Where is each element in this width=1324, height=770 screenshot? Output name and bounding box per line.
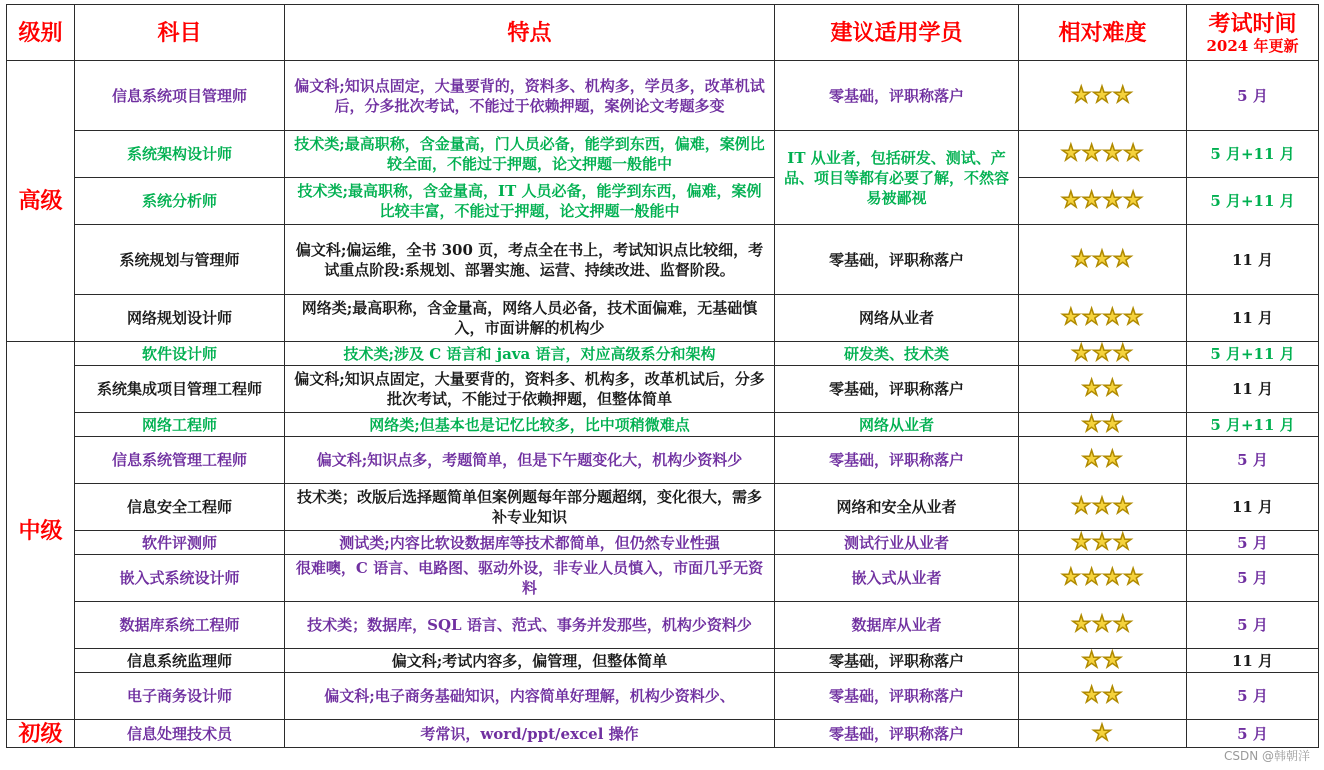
table-row xyxy=(7,531,1319,555)
table-row xyxy=(7,673,1319,720)
table-row xyxy=(7,295,1319,342)
features-cell: 网络类;但基本也是记忆比较多，比中项稍微难点 xyxy=(285,413,775,437)
exam-subjects-table xyxy=(6,4,1319,748)
subject-cell: 软件设计师 xyxy=(75,342,285,366)
audience-cell: IT 从业者，包括研发、测试、产品、项目等都有必要了解，不然容易被鄙视 xyxy=(775,131,1019,225)
audience-cell: 零基础，评职称落户 xyxy=(775,225,1019,295)
star-icon: ★ xyxy=(1123,140,1144,166)
table-row xyxy=(7,484,1319,531)
features-cell: 网络类;最高职称，含金量高，网络人员必备，技术面偏难，无基础慎入，市面讲解的机构少 xyxy=(285,295,775,342)
exam-time-cell: 5 月+11 月 xyxy=(1187,413,1319,437)
star-icon: ★ xyxy=(1081,140,1103,166)
star-icon: ★ xyxy=(1112,245,1134,272)
subject-cell: 网络规划设计师 xyxy=(75,295,285,342)
subject-cell: 网络工程师 xyxy=(75,413,285,437)
features-cell: 很难噢，C 语言、电路图、驱动外设，非专业人员慎入，市面几乎无资料 xyxy=(285,555,775,602)
header-exam-time-title: 考试时间 xyxy=(1208,10,1297,37)
star-icon: ★ xyxy=(1071,493,1093,519)
features-cell: 偏文科;知识点固定，大量要背的，资料多、机构多，改革机试后，分多批次考试，不能过于依赖押题，但整体简单 xyxy=(285,366,775,413)
exam-time-cell: 11 月 xyxy=(1187,649,1319,673)
star-icon: ★ xyxy=(1112,493,1134,519)
difficulty-cell xyxy=(1019,225,1187,295)
difficulty-cell xyxy=(1019,131,1187,178)
audience-cell: 零基础，评职称落户 xyxy=(775,61,1019,131)
subject-cell: 信息系统管理工程师 xyxy=(75,437,285,484)
audience-cell: 零基础，评职称落户 xyxy=(775,673,1019,720)
star-icon: ★ xyxy=(1123,564,1144,590)
features-cell: 技术类;涉及 C 语言和 java 语言，对应高级系分和架构 xyxy=(285,342,775,366)
table-body xyxy=(7,61,1319,748)
star-icon: ★ xyxy=(1092,719,1113,746)
features-cell: 技术类;最高职称，含金量高，门人员必备，能学到东西，偏难，案例比较全面，不能过于押题，论文押题一般能中 xyxy=(285,131,775,178)
star-icon: ★ xyxy=(1081,304,1103,330)
table-row xyxy=(7,178,1319,225)
table-row xyxy=(7,366,1319,413)
subject-cell: 信息系统监理师 xyxy=(75,649,285,673)
difficulty-cell xyxy=(1019,673,1187,720)
subject-cell: 数据库系统工程师 xyxy=(75,602,285,649)
header-exam-time xyxy=(1187,5,1319,61)
subject-cell: 系统规划与管理师 xyxy=(75,225,285,295)
star-icon: ★ xyxy=(1112,81,1134,108)
star-icon: ★ xyxy=(1092,81,1113,108)
star-icon: ★ xyxy=(1071,611,1093,637)
audience-cell: 网络从业者 xyxy=(775,295,1019,342)
level-cell: 初级 xyxy=(7,720,75,748)
table-row xyxy=(7,602,1319,649)
star-icon: ★ xyxy=(1081,187,1103,213)
audience-cell: 网络和安全从业者 xyxy=(775,484,1019,531)
difficulty-cell xyxy=(1019,437,1187,484)
exam-time-cell: 5 月 xyxy=(1187,437,1319,484)
star-icon: ★ xyxy=(1092,245,1113,272)
audience-cell: 嵌入式从业者 xyxy=(775,555,1019,602)
table-row xyxy=(7,342,1319,366)
features-cell: 技术类;最高职称，含金量高，IT 人员必备，能学到东西，偏难，案例比较丰富，不能过于押题，论文押题一般能中 xyxy=(285,178,775,225)
header-row xyxy=(7,5,1319,61)
header-subject: 科目 xyxy=(75,5,285,61)
audience-cell: 网络从业者 xyxy=(775,413,1019,437)
table-row xyxy=(7,413,1319,437)
header-features: 特点 xyxy=(285,5,775,61)
star-icon: ★ xyxy=(1081,446,1103,472)
star-icon: ★ xyxy=(1081,375,1103,401)
features-cell: 偏文科;知识点多，考题简单，但是下午题变化大，机构少资料少 xyxy=(285,437,775,484)
exam-time-cell: 5 月 xyxy=(1187,531,1319,555)
difficulty-cell xyxy=(1019,342,1187,366)
star-icon: ★ xyxy=(1092,611,1113,637)
features-cell: 偏文科;电子商务基础知识，内容简单好理解，机构少资料少、 xyxy=(285,673,775,720)
subject-cell: 软件评测师 xyxy=(75,531,285,555)
exam-time-cell: 5 月 xyxy=(1187,673,1319,720)
features-cell: 技术类；改版后选择题简单但案例题每年部分题超纲，变化很大，需多补专业知识 xyxy=(285,484,775,531)
table-row xyxy=(7,437,1319,484)
audience-cell: 零基础，评职称落户 xyxy=(775,437,1019,484)
header-audience: 建议适用学员 xyxy=(775,5,1019,61)
table-row xyxy=(7,225,1319,295)
exam-time-cell: 5 月 xyxy=(1187,61,1319,131)
star-icon: ★ xyxy=(1061,187,1082,213)
star-icon: ★ xyxy=(1102,304,1124,330)
star-icon: ★ xyxy=(1123,187,1144,213)
exam-time-cell: 11 月 xyxy=(1187,484,1319,531)
header-level: 级别 xyxy=(7,5,75,61)
difficulty-cell xyxy=(1019,61,1187,131)
difficulty-cell xyxy=(1019,602,1187,649)
audience-cell: 研发类、技术类 xyxy=(775,342,1019,366)
difficulty-cell xyxy=(1019,413,1187,437)
subject-cell: 信息系统项目管理师 xyxy=(75,61,285,131)
star-icon: ★ xyxy=(1112,611,1134,637)
difficulty-cell xyxy=(1019,295,1187,342)
exam-time-cell: 11 月 xyxy=(1187,225,1319,295)
star-icon: ★ xyxy=(1102,412,1124,437)
exam-time-cell: 5 月 xyxy=(1187,602,1319,649)
star-icon: ★ xyxy=(1081,682,1103,708)
audience-cell: 测试行业从业者 xyxy=(775,531,1019,555)
audience-cell: 零基础，评职称落户 xyxy=(775,366,1019,413)
subject-cell: 信息安全工程师 xyxy=(75,484,285,531)
features-cell: 偏文科;偏运维，全书 300 页，考点全在书上，考试知识点比较细，考试重点阶段:系规划、部署实施、运营、持续改进、监督阶段。 xyxy=(285,225,775,295)
table-row xyxy=(7,649,1319,673)
exam-time-cell: 11 月 xyxy=(1187,295,1319,342)
star-icon: ★ xyxy=(1123,304,1144,330)
subject-cell: 信息处理技术员 xyxy=(75,720,285,748)
star-icon: ★ xyxy=(1102,375,1124,401)
exam-time-cell: 5 月 xyxy=(1187,555,1319,602)
exam-time-cell: 5 月 xyxy=(1187,720,1319,748)
difficulty-cell xyxy=(1019,720,1187,748)
star-icon: ★ xyxy=(1092,341,1113,366)
difficulty-cell xyxy=(1019,178,1187,225)
star-icon: ★ xyxy=(1081,412,1103,437)
watermark: CSDN @韩朝洋 xyxy=(1223,749,1310,763)
star-icon: ★ xyxy=(1071,341,1093,366)
star-icon: ★ xyxy=(1071,530,1093,555)
level-cell: 中级 xyxy=(7,342,75,720)
star-icon: ★ xyxy=(1071,245,1093,272)
features-cell: 偏文科;知识点固定，大量要背的，资料多、机构多，学员多，改革机试后，分多批次考试，不能过于依赖押题，案例论文考题多变 xyxy=(285,61,775,131)
audience-cell: 零基础，评职称落户 xyxy=(775,649,1019,673)
star-icon: ★ xyxy=(1102,140,1124,166)
exam-time-cell: 5 月+11 月 xyxy=(1187,178,1319,225)
star-icon: ★ xyxy=(1092,530,1113,555)
difficulty-cell xyxy=(1019,366,1187,413)
star-icon: ★ xyxy=(1081,648,1103,673)
star-icon: ★ xyxy=(1092,493,1113,519)
table-row xyxy=(7,61,1319,131)
difficulty-cell xyxy=(1019,555,1187,602)
table-row xyxy=(7,131,1319,178)
star-icon: ★ xyxy=(1102,564,1124,590)
level-cell: 高级 xyxy=(7,61,75,342)
star-icon: ★ xyxy=(1102,648,1124,673)
subject-cell: 系统架构设计师 xyxy=(75,131,285,178)
exam-time-cell: 5 月+11 月 xyxy=(1187,131,1319,178)
exam-time-cell: 11 月 xyxy=(1187,366,1319,413)
header-difficulty: 相对难度 xyxy=(1019,5,1187,61)
star-icon: ★ xyxy=(1112,341,1134,366)
subject-cell: 电子商务设计师 xyxy=(75,673,285,720)
exam-time-cell: 5 月+11 月 xyxy=(1187,342,1319,366)
features-cell: 考常识，word/ppt/excel 操作 xyxy=(285,720,775,748)
star-icon: ★ xyxy=(1061,564,1082,590)
header-exam-time-sub: 2024 年更新 xyxy=(1206,36,1299,55)
audience-cell: 零基础，评职称落户 xyxy=(775,720,1019,748)
star-icon: ★ xyxy=(1081,564,1103,590)
table-row xyxy=(7,720,1319,748)
star-icon: ★ xyxy=(1102,187,1124,213)
star-icon: ★ xyxy=(1102,446,1124,472)
audience-cell: 数据库从业者 xyxy=(775,602,1019,649)
star-icon: ★ xyxy=(1061,140,1082,166)
table-row xyxy=(7,555,1319,602)
subject-cell: 嵌入式系统设计师 xyxy=(75,555,285,602)
subject-cell: 系统集成项目管理工程师 xyxy=(75,366,285,413)
star-icon: ★ xyxy=(1061,304,1082,330)
subject-cell: 系统分析师 xyxy=(75,178,285,225)
features-cell: 技术类；数据库，SQL 语言、范式、事务并发那些，机构少资料少 xyxy=(285,602,775,649)
features-cell: 偏文科;考试内容多，偏管理，但整体简单 xyxy=(285,649,775,673)
difficulty-cell xyxy=(1019,484,1187,531)
star-icon: ★ xyxy=(1071,81,1093,108)
star-icon: ★ xyxy=(1112,530,1134,555)
difficulty-cell xyxy=(1019,649,1187,673)
difficulty-cell xyxy=(1019,531,1187,555)
star-icon: ★ xyxy=(1102,682,1124,708)
features-cell: 测试类;内容比软设数据库等技术都简单，但仍然专业性强 xyxy=(285,531,775,555)
